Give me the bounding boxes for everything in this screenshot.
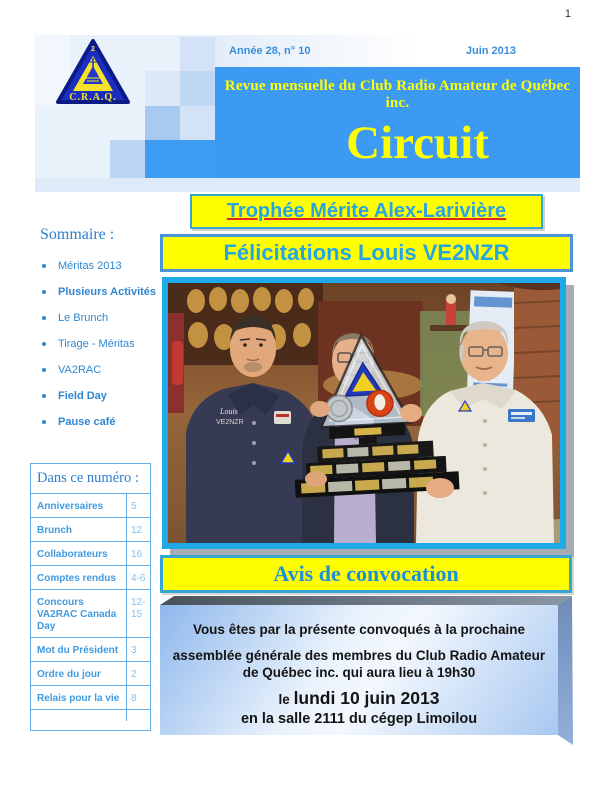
bullet-icon: [42, 264, 46, 268]
mosaic-square: [145, 106, 180, 142]
date-label: Juin 2013: [465, 45, 516, 57]
congrats-banner-text: Félicitations Louis VE2NZR: [223, 240, 510, 265]
sommaire-item: Méritas 2013: [40, 260, 160, 286]
header: [35, 35, 580, 192]
convocation-line: de Québec inc. qui aura lieu à 19h30: [242, 665, 476, 680]
trophy-banner-text: Trophée Mérite Alex-Larivière: [226, 200, 507, 222]
figurine: [446, 301, 456, 325]
convocation-line: Vous êtes par la présente convoqués à la prochaine: [192, 622, 526, 637]
header-bottom-strip: [35, 178, 580, 192]
red-banner-decor: [172, 341, 183, 385]
mosaic-square: [145, 140, 215, 178]
congrats-banner: [160, 234, 573, 272]
notice-banner-text: Avis de convocation: [273, 561, 459, 586]
issue-date-row: [215, 35, 580, 67]
toc-table: [30, 463, 151, 731]
mosaic-square: [180, 106, 215, 142]
trophy-banner: [190, 194, 543, 229]
logo-text: C.R.A.Q.: [69, 92, 117, 103]
table-row: Ordre du jour 2: [31, 662, 150, 686]
sommaire-section: [40, 226, 160, 442]
photo-illustration: [168, 283, 560, 543]
hand: [305, 471, 327, 487]
newsletter-subtitle: Revue mensuelle du Club Radio Amateur de Québec inc.: [224, 78, 571, 111]
mosaic-square: [145, 71, 180, 106]
sommaire-item: VA2RAC: [40, 364, 160, 390]
craq-logo: [53, 38, 133, 116]
sommaire-item: Pause café: [40, 416, 160, 442]
hand: [426, 478, 454, 498]
mosaic-square: [110, 140, 145, 178]
table-row: Collaborateurs 16: [31, 542, 150, 566]
sommaire-list: [40, 260, 160, 442]
convocation-line: assemblée générale des membres du Club Radio Amateur: [172, 648, 546, 663]
bullet-icon: [42, 342, 46, 346]
mosaic-square: [180, 37, 215, 71]
table-row: Brunch 12: [31, 518, 150, 542]
bullet-icon: [42, 420, 46, 424]
table-row: Concours VA2RAC Canada Day 12-15: [31, 590, 150, 638]
embroidery-name: Louis: [220, 407, 238, 416]
sommaire-item: Le Brunch: [40, 312, 160, 338]
table-row-empty: [31, 710, 150, 730]
bullet-icon: [42, 368, 46, 372]
notice-banner: [160, 555, 572, 593]
sommaire-title: Sommaire :: [40, 226, 115, 243]
name-badge: [508, 409, 535, 422]
sommaire-item: Field Day: [40, 390, 160, 416]
sommaire-item: Tirage - Méritas: [40, 338, 160, 364]
page-number: 1: [564, 8, 571, 20]
convocation-line: en la salle 2111 du cégep Limoilou: [240, 711, 478, 727]
table-row: Relais pour la vie 8: [31, 686, 150, 710]
mosaic-square: [180, 71, 215, 106]
toc-title: Dans ce numéro :: [31, 464, 150, 494]
convocation-text: [160, 605, 558, 735]
hand: [400, 404, 422, 422]
table-row: Comptes rendus 4-6: [31, 566, 150, 590]
logo-apex-text: 2: [91, 46, 95, 53]
hand: [310, 401, 330, 417]
bullet-icon: [42, 316, 46, 320]
title-banner: [215, 67, 580, 178]
issue-label: Année 28, n° 10: [229, 45, 311, 57]
bullet-icon: [42, 290, 46, 294]
sommaire-item: Plusieurs Activités: [40, 286, 160, 312]
bullet-icon: [42, 394, 46, 398]
table-row: Mot du Président 3: [31, 638, 150, 662]
meritas-trophy-photo: [162, 277, 566, 549]
embroidery-callsign: VE2NZR: [216, 419, 244, 426]
convocation-date-line: le lundi 10 juin 2013: [278, 688, 440, 708]
newsletter-title: Circuit: [346, 117, 489, 169]
table-row: Anniversaires 5: [31, 494, 150, 518]
convocation-box: [160, 595, 575, 750]
